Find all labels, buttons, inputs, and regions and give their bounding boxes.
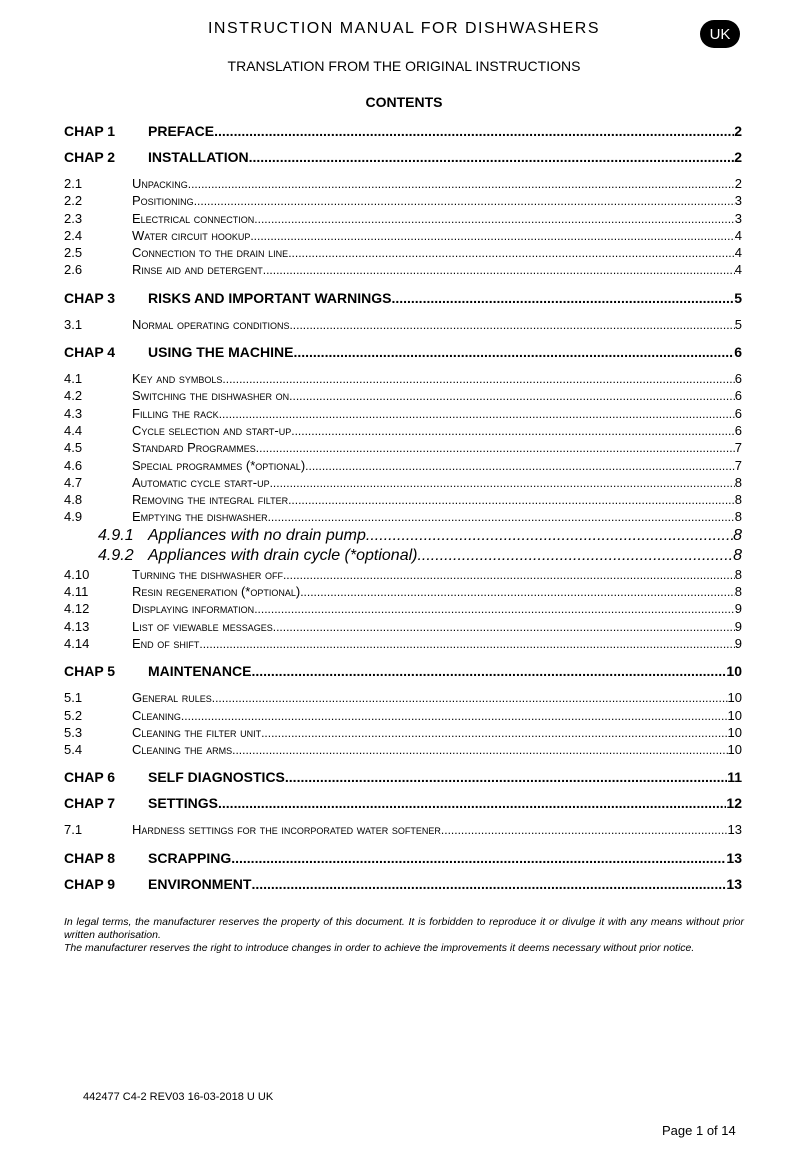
- toc-dot-leader: [256, 440, 735, 456]
- toc-entry-title: SCRAPPING: [148, 849, 232, 866]
- toc-section-row[interactable]: [64, 600, 742, 617]
- toc-entry-number: 4.7: [64, 474, 83, 490]
- toc-entry-title: MAINTENANCE: [148, 663, 252, 680]
- toc-entry-page: 2: [734, 149, 742, 165]
- toc-entry-title: Unpacking: [132, 176, 188, 191]
- toc-entry-title: Hardness settings for the incorporated water softener: [132, 822, 441, 838]
- toc-dot-leader: [270, 475, 735, 491]
- toc-entry-number: 2.3: [64, 210, 83, 226]
- toc-section-row[interactable]: [64, 491, 742, 508]
- toc-entry-page: 4: [734, 227, 742, 243]
- toc-dot-leader: [268, 509, 735, 525]
- toc-entry-number: 4.4: [64, 422, 83, 438]
- toc-entry-title: Special programmes (*optional): [132, 457, 306, 473]
- toc-entry-page: 6: [734, 422, 742, 438]
- toc-entry-page: 9: [734, 601, 742, 617]
- toc-entry-page: 6: [734, 388, 742, 404]
- toc-entry-page: 5: [734, 289, 742, 306]
- toc-dot-leader: [391, 287, 734, 309]
- toc-entry-title: Automatic cycle start-up: [132, 474, 270, 490]
- toc-entry-number: 2.6: [64, 262, 83, 278]
- toc-dot-leader: [289, 388, 735, 404]
- toc-entry-title: Turning the dishwasher off: [132, 566, 283, 582]
- toc-entry-title: Rinse aid and detergent: [132, 262, 263, 278]
- toc-entry-number: 4.9.2: [98, 546, 134, 564]
- toc-dot-leader: [181, 708, 728, 724]
- toc-entry-number: 4.6: [64, 457, 83, 473]
- toc-entry-page: 13: [726, 849, 742, 866]
- toc-chapter-row[interactable]: [64, 766, 742, 788]
- toc-entry-number: CHAP 8: [64, 849, 116, 866]
- toc-entry-page: 3: [734, 193, 742, 209]
- toc-entry-number: 5.1: [64, 690, 83, 706]
- toc-entry-number: CHAP 3: [64, 289, 116, 306]
- toc-chapter-row[interactable]: [64, 660, 742, 682]
- document-title: INSTRUCTION MANUAL FOR DISHWASHERS: [207, 20, 601, 37]
- toc-entry-number: 4.11: [64, 584, 89, 600]
- legal-notice-copyright: In legal terms, the manufacturer reserves the property of this document. It is forbidden to reproduce it or divulge it with any means without prior written authorisation.: [64, 916, 744, 941]
- page-number: Page 1 of 14: [662, 1123, 736, 1138]
- toc-entry-page: 6: [734, 371, 742, 387]
- toc-entry-title: PREFACE: [148, 123, 215, 139]
- toc-section-row[interactable]: [64, 689, 742, 706]
- toc-dot-leader: [417, 546, 733, 566]
- document-subtitle: TRANSLATION FROM THE ORIGINAL INSTRUCTIONS: [227, 58, 581, 74]
- toc-section-row[interactable]: [64, 741, 742, 758]
- toc-entry-title: SELF DIAGNOSTICS: [148, 769, 285, 786]
- toc-entry-page: 7: [734, 457, 742, 473]
- toc-entry-title: Positioning: [132, 193, 194, 209]
- toc-entry-number: CHAP 2: [64, 149, 116, 165]
- toc-dot-leader: [194, 193, 735, 209]
- toc-entry-number: 4.8: [64, 492, 83, 508]
- toc-entry-page: 6: [734, 344, 742, 361]
- toc-entry-number: 2.2: [64, 193, 83, 209]
- toc-section-row[interactable]: [64, 635, 742, 652]
- toc-entry-title: USING THE MACHINE: [148, 344, 294, 361]
- toc-entry-title: List of viewable messages: [132, 618, 273, 634]
- toc-entry-number: 4.12: [64, 601, 90, 617]
- toc-entry-number: 2.5: [64, 245, 83, 261]
- toc-entry-page: 13: [727, 822, 742, 838]
- toc-dot-leader: [219, 406, 735, 422]
- toc-entry-title: Appliances with no drain pump: [148, 526, 366, 544]
- toc-entry-title: Water circuit hookup: [132, 227, 251, 243]
- toc-section-row[interactable]: [64, 227, 742, 244]
- toc-entry-title: Removing the integral filter: [132, 492, 289, 508]
- toc-entry-title: Emptying the dishwasher: [132, 509, 268, 525]
- toc-dot-leader: [199, 636, 734, 652]
- toc-entry-title: INSTALLATION: [148, 149, 249, 165]
- toc-entry-title: Cleaning the filter unit: [132, 724, 262, 740]
- toc-entry-page: 2: [734, 123, 742, 139]
- toc-section-row[interactable]: [64, 316, 742, 333]
- toc-entry-page: 9: [734, 618, 742, 634]
- toc-dot-leader: [214, 120, 734, 142]
- toc-subsection-row[interactable]: [64, 546, 742, 566]
- legal-notice: [64, 916, 744, 955]
- toc-dot-leader: [300, 584, 735, 600]
- toc-entry-page: 8: [734, 509, 742, 525]
- toc-dot-leader: [293, 341, 734, 363]
- toc-entry-number: CHAP 7: [64, 795, 116, 812]
- toc-dot-leader: [289, 317, 734, 333]
- toc-dot-leader: [288, 245, 735, 261]
- toc-entry-title: Cleaning the arms: [132, 742, 233, 758]
- toc-dot-leader: [263, 262, 735, 278]
- toc-entry-number: 4.5: [64, 440, 83, 456]
- toc-entry-title: Resin regeneration (*optional): [132, 584, 301, 600]
- toc-entry-number: CHAP 4: [64, 344, 116, 361]
- toc-dot-leader: [222, 371, 734, 387]
- toc-chapter-row[interactable]: [64, 873, 742, 895]
- toc-section-row[interactable]: [64, 261, 742, 278]
- toc-section-row[interactable]: [64, 387, 742, 404]
- toc-entry-page: 8: [734, 584, 742, 600]
- toc-entry-page: 12: [726, 795, 742, 812]
- toc-entry-page: 10: [727, 742, 742, 758]
- toc-entry-page: 8: [734, 474, 742, 490]
- toc-chapter-row[interactable]: [64, 146, 742, 168]
- toc-section-row[interactable]: [64, 405, 742, 422]
- toc-section-row[interactable]: [64, 370, 742, 387]
- toc-entry-number: 5.2: [64, 707, 83, 723]
- toc-chapter-row[interactable]: [64, 792, 742, 814]
- legal-notice-changes: The manufacturer reserves the right to introduce changes in order to achieve the improvements it deems necessary without prior notice.: [64, 942, 695, 954]
- toc-entry-page: 10: [727, 724, 742, 740]
- toc-dot-leader: [231, 847, 726, 869]
- toc-entry-page: 10: [726, 663, 742, 680]
- toc-dot-leader: [249, 146, 735, 168]
- toc-entry-number: 4.14: [64, 635, 90, 651]
- toc-entry-page: 11: [727, 769, 742, 786]
- toc-section-row[interactable]: [64, 821, 742, 838]
- toc-entry-page: 6: [734, 405, 742, 421]
- toc-section-row[interactable]: [64, 192, 742, 209]
- toc-section-row[interactable]: [64, 175, 742, 192]
- toc-entry-number: CHAP 6: [64, 769, 116, 786]
- toc-dot-leader: [251, 660, 726, 682]
- toc-dot-leader: [261, 725, 727, 741]
- toc-entry-page: 4: [734, 262, 742, 278]
- toc-entry-number: 5.4: [64, 742, 83, 758]
- toc-section-row[interactable]: [64, 618, 742, 635]
- toc-chapter-row[interactable]: [64, 120, 742, 142]
- toc-dot-leader: [441, 822, 728, 838]
- toc-entry-number: 4.2: [64, 388, 83, 404]
- language-badge: UK: [700, 20, 740, 48]
- toc-dot-leader: [188, 176, 735, 192]
- toc-section-row[interactable]: [64, 210, 742, 227]
- toc-entry-page: 10: [727, 690, 742, 706]
- toc-dot-leader: [232, 742, 727, 758]
- toc-entry-title: Connection to the drain line: [132, 245, 289, 261]
- toc-entry-page: 8: [733, 526, 742, 544]
- toc-entry-title: Cleaning: [132, 707, 181, 723]
- toc-section-row[interactable]: [64, 707, 742, 724]
- toc-entry-number: 2.1: [64, 176, 83, 191]
- toc-section-row[interactable]: [64, 474, 742, 491]
- toc-entry-number: 4.9.1: [98, 526, 134, 544]
- toc-dot-leader: [366, 526, 733, 546]
- toc-entry-number: CHAP 9: [64, 875, 116, 892]
- toc-chapter-row[interactable]: [64, 341, 742, 363]
- toc-entry-title: Electrical connection: [132, 210, 255, 226]
- toc-section-row[interactable]: [64, 439, 742, 456]
- document-code: 442477 C4-2 REV03 16-03-2018 U UK: [83, 1091, 274, 1103]
- toc-entry-page: 8: [734, 492, 742, 508]
- toc-entry-title: Filling the rack: [132, 405, 219, 421]
- toc-dot-leader: [251, 873, 726, 895]
- toc-section-row[interactable]: [64, 724, 742, 741]
- toc-entry-page: 9: [734, 635, 742, 651]
- toc-entry-page: 8: [734, 566, 742, 582]
- toc-dot-leader: [283, 567, 735, 583]
- toc-entry-page: 8: [733, 546, 742, 564]
- toc-chapter-row[interactable]: [64, 287, 742, 309]
- toc-entry-number: 5.3: [64, 724, 83, 740]
- toc-dot-leader: [288, 492, 735, 508]
- toc-section-row[interactable]: [64, 244, 742, 261]
- toc-entry-title: End of shift: [132, 635, 200, 651]
- toc-section-row[interactable]: [64, 566, 742, 583]
- toc-dot-leader: [273, 619, 735, 635]
- toc-entry-title: RISKS AND IMPORTANT WARNINGS: [148, 289, 392, 306]
- toc-section-row[interactable]: [64, 508, 742, 525]
- toc-entry-page: 13: [726, 875, 742, 892]
- toc-entry-number: CHAP 1: [64, 123, 116, 139]
- toc-subsection-row[interactable]: [64, 526, 742, 546]
- toc-dot-leader: [254, 601, 735, 617]
- toc-entry-title: Key and symbols: [132, 371, 223, 387]
- toc-entry-number: 4.10: [64, 566, 90, 582]
- contents-heading: CONTENTS: [365, 94, 443, 110]
- toc-entry-title: Appliances with drain cycle (*optional): [148, 546, 418, 564]
- toc-entry-number: 4.13: [64, 618, 90, 634]
- toc-entry-title: Normal operating conditions: [132, 316, 290, 332]
- toc-entry-title: ENVIRONMENT: [148, 875, 252, 892]
- toc-entry-page: 10: [727, 707, 742, 723]
- table-of-contents: [64, 116, 742, 895]
- toc-section-row[interactable]: [64, 422, 742, 439]
- toc-entry-number: 2.4: [64, 227, 83, 243]
- toc-entry-number: 4.1: [64, 371, 83, 387]
- toc-entry-page: 3: [734, 210, 742, 226]
- toc-dot-leader: [218, 792, 726, 814]
- toc-entry-number: 3.1: [64, 316, 83, 332]
- toc-entry-title: Displaying information: [132, 601, 255, 617]
- toc-entry-number: 4.9: [64, 509, 83, 525]
- toc-entry-title: General rules: [132, 690, 212, 706]
- toc-dot-leader: [254, 211, 734, 227]
- toc-dot-leader: [291, 423, 735, 439]
- toc-chapter-row[interactable]: [64, 847, 742, 869]
- toc-entry-title: SETTINGS: [148, 795, 219, 812]
- toc-section-row[interactable]: [64, 457, 742, 474]
- toc-dot-leader: [212, 690, 728, 706]
- toc-entry-page: 5: [734, 316, 742, 332]
- toc-entry-title: Cycle selection and start-up: [132, 422, 292, 438]
- toc-entry-number: 7.1: [64, 822, 83, 838]
- toc-entry-page: 4: [734, 245, 742, 261]
- toc-entry-page: 2: [734, 176, 742, 191]
- toc-entry-page: 7: [734, 440, 742, 456]
- toc-entry-number: CHAP 5: [64, 663, 116, 680]
- toc-dot-leader: [285, 766, 727, 788]
- toc-dot-leader: [250, 228, 734, 244]
- toc-section-row[interactable]: [64, 583, 742, 600]
- toc-entry-title: Standard Programmes: [132, 440, 256, 456]
- toc-entry-title: Switching the dishwasher on: [132, 388, 290, 404]
- toc-entry-number: 4.3: [64, 405, 83, 421]
- toc-dot-leader: [305, 458, 735, 474]
